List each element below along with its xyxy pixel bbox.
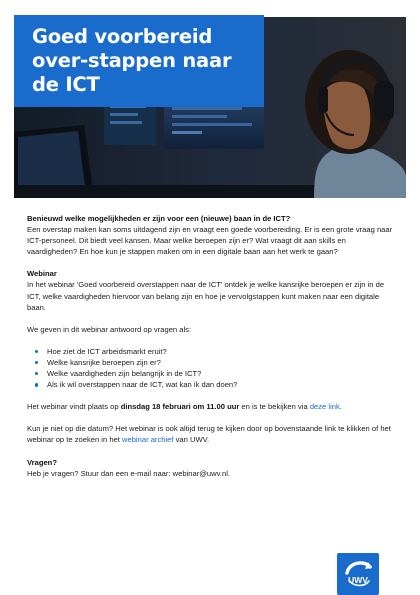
webinar-archive-link[interactable]: webinar archief	[122, 435, 174, 445]
date-suffix: en is te bekijken via	[239, 402, 310, 412]
uwv-logo	[337, 553, 379, 595]
webinar-date: dinsdag 18 februari om 11.00 uur	[120, 402, 240, 412]
list-item: Welke vaardigheden zijn belangrijk in de ICT?	[35, 368, 397, 379]
webinar-heading: Webinar	[27, 269, 57, 279]
intro-body: Een overstap maken kan soms uitdagend zijn en vraagt een goede voorbereiding. Er is een grote vraag naar ICT-personeel. Dit biedt veel kansen. Maar welke beroepen zijn er? Wat vraagt dit aan skills en vaardigheden? En hoe kun je stappen maken om in een digitale baan aan het werk te gaan?	[27, 225, 393, 257]
logo-text: UWV	[348, 575, 368, 585]
questions-list	[27, 346, 397, 390]
list-item: Als ik wil overstappen naar de ICT, wat kan ik dan doen?	[35, 379, 397, 390]
headline-banner	[14, 15, 264, 107]
archive-text	[27, 423, 397, 445]
body-content	[27, 213, 397, 479]
webinar-body: In het webinar 'Goed voorbereid overstappen naar de ICT' ontdek je welke kansrijke beroepen er zijn in de ICT, welke vaardigheden hiervoor van belang zijn en hoe je vervolgstappen kunt maken naar een digitale baan.	[27, 280, 385, 312]
archive-prefix: Kun je niet op die datum? Het webinar is ook altijd terug te kijken door op bovenstaande link te klikken of het webinar op te zoeken in het	[27, 424, 391, 445]
questions-intro: We geven in dit webinar antwoord op vragen als:	[27, 324, 192, 334]
date-end: .	[339, 402, 342, 412]
date-prefix: Het webinar vindt plaats op	[27, 402, 121, 412]
page-title: Goed voorbereid over-stappen naar de ICT	[32, 25, 232, 96]
archive-suffix: van UWV.	[173, 435, 210, 445]
webinar-date-text	[27, 401, 397, 412]
contact-body: Heb je vragen? Stuur dan een e-mail naar: webinar@uwv.nl.	[27, 468, 231, 478]
webinar-link[interactable]: deze link	[309, 402, 340, 412]
list-item: Hoe ziet de ICT arbeidsmarkt eruit?	[35, 346, 397, 357]
intro-heading: Benieuwd welke mogelijkheden er zijn voor een (nieuwe) baan in de ICT?	[27, 214, 291, 223]
list-item: Welke kansrijke beroepen zijn er?	[35, 357, 397, 368]
contact-heading: Vragen?	[27, 457, 57, 467]
uwv-logo-icon	[337, 553, 379, 595]
